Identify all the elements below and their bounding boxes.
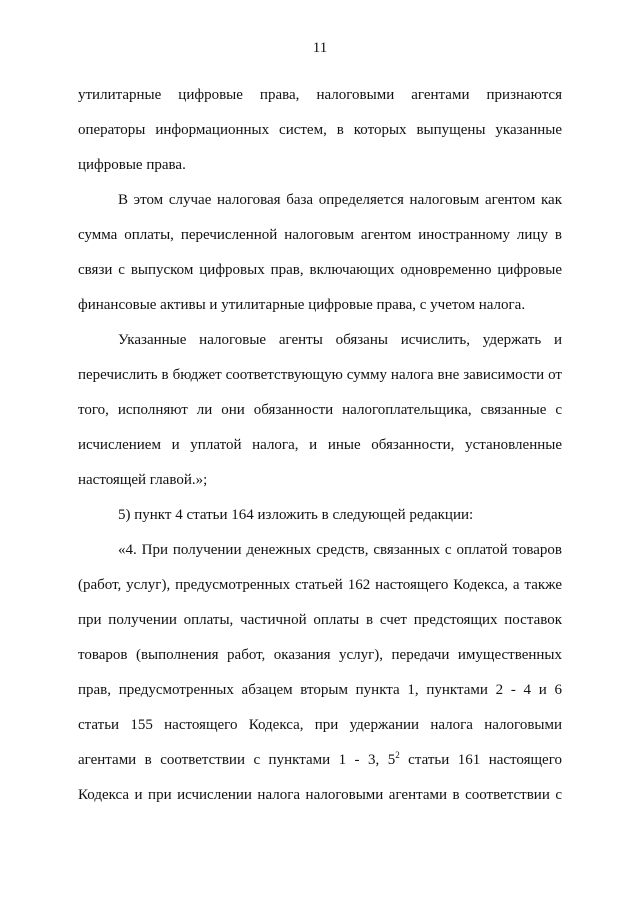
text-line: Кодекса и при исчислении налога налоговыми агентами в соответствии с <box>78 787 562 803</box>
text-line: цифровые права. <box>78 157 186 173</box>
text-fragment: статьи 161 настоящего <box>399 752 562 768</box>
text-line: В этом случае налоговая база определяется налоговым агентом как <box>118 192 562 208</box>
text-line: настоящей главой.»; <box>78 472 208 488</box>
paragraph-3 <box>78 323 562 498</box>
text-line: 5) пункт 4 статьи 164 изложить в следующей редакции: <box>118 507 474 523</box>
text-fragment: агентами в соответствии с пунктами 1 - 3, 5 <box>78 752 396 768</box>
text-line: операторы информационных систем, в которых выпущены указанные <box>78 122 562 138</box>
text-line: при получении оплаты, частичной оплаты в счет предстоящих поставок <box>78 612 562 628</box>
text-line: сумма оплаты, перечисленной налоговым агентом иностранному лицу в <box>78 227 562 243</box>
text-line: исчислением и уплатой налога, и иные обязанности, установленные <box>78 437 562 453</box>
text-line-with-superscript <box>78 743 562 778</box>
text-line: статьи 155 настоящего Кодекса, при удержании налога налоговыми <box>78 717 562 733</box>
document-body <box>78 78 562 813</box>
paragraph-5 <box>78 533 562 813</box>
text-line: перечислить в бюджет соответствующую сумму налога вне зависимости от <box>78 367 562 383</box>
text-line: утилитарные цифровые права, налоговыми агентами признаются <box>78 87 562 103</box>
page-number: 11 <box>312 40 328 56</box>
text-line: товаров (выполнения работ, оказания услуг), передачи имущественных <box>78 647 562 663</box>
text-line: (работ, услуг), предусмотренных статьей 162 настоящего Кодекса, а также <box>78 577 562 593</box>
text-line: «4. При получении денежных средств, связанных с оплатой товаров <box>118 542 562 558</box>
superscript: 2 <box>395 750 400 760</box>
text-line: прав, предусмотренных абзацем вторым пункта 1, пунктами 2 - 4 и 6 <box>78 682 562 698</box>
paragraph-1 <box>78 78 562 183</box>
text-line: Указанные налоговые агенты обязаны исчислить, удержать и <box>118 332 562 348</box>
paragraph-2 <box>78 183 562 323</box>
text-line: того, исполняют ли они обязанности налогоплательщика, связанные с <box>78 402 562 418</box>
text-line: финансовые активы и утилитарные цифровые права, с учетом налога. <box>78 297 526 313</box>
text-line: связи с выпуском цифровых прав, включающих одновременно цифровые <box>78 262 562 278</box>
paragraph-4 <box>78 498 562 533</box>
